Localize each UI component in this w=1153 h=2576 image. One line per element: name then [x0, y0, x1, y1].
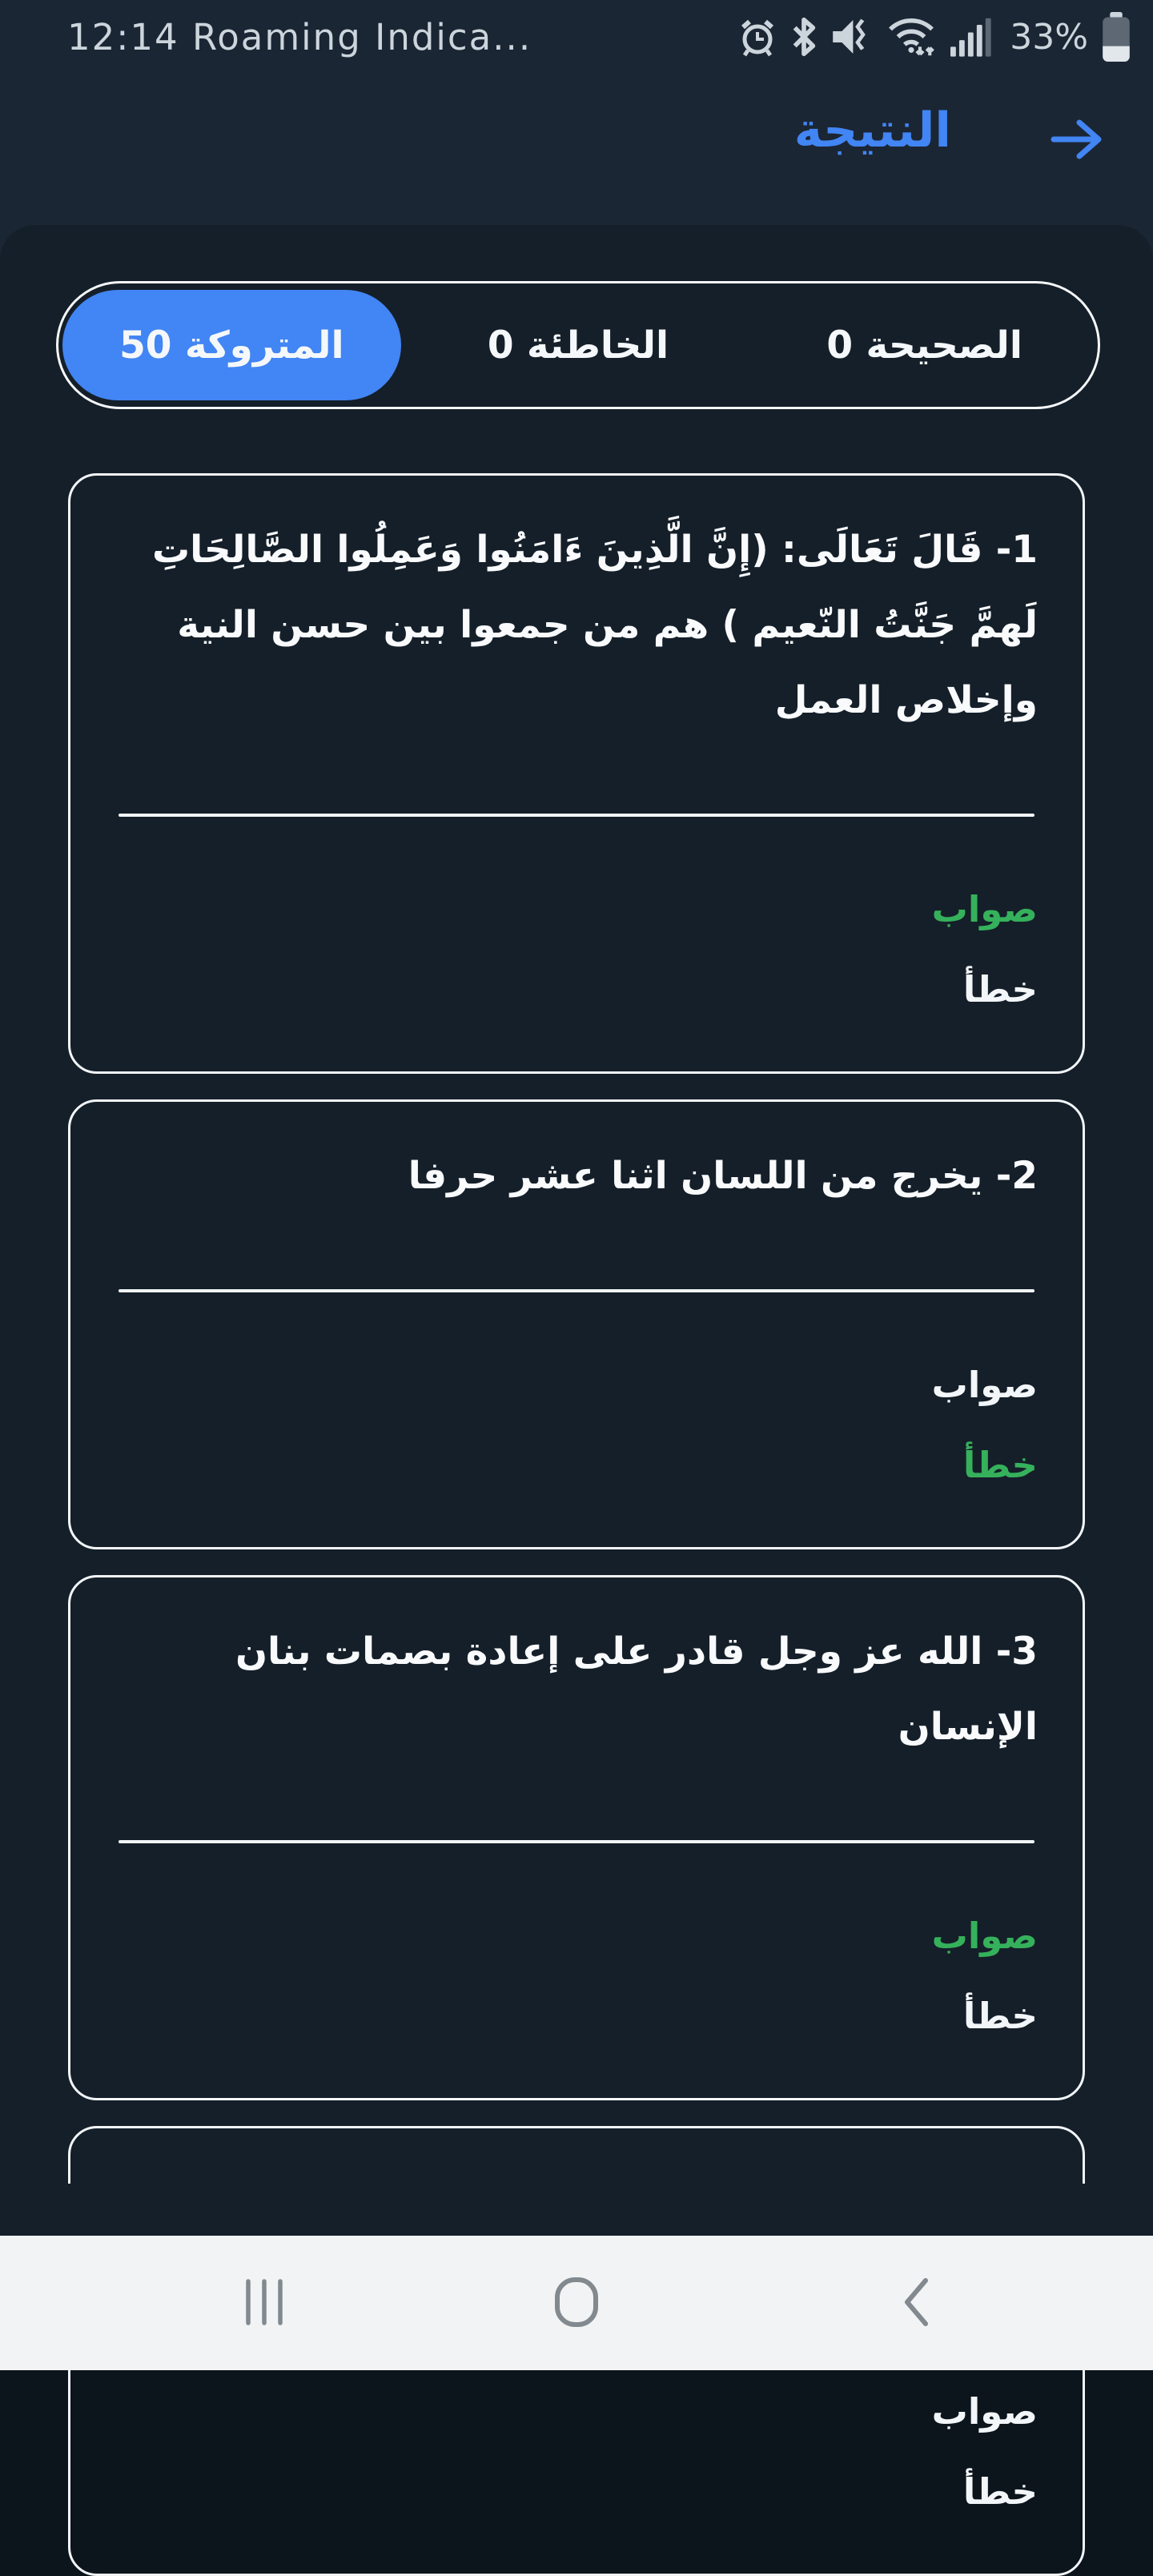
system-nav-bar [0, 2236, 1153, 2370]
status-bar [0, 0, 1153, 74]
status-time-carrier: 12:14 Roaming Indica... [67, 15, 532, 58]
option-true: صواب [931, 888, 1038, 930]
battery-icon [1100, 12, 1132, 62]
option-false: خطأ [962, 1444, 1038, 1486]
question-text: 2- يخرج من اللسان اثنا عشر حرفا [408, 1154, 1038, 1198]
tab-skipped[interactable]: المتروكة 50 [62, 290, 401, 400]
option-false: خطأ [962, 2470, 1038, 2513]
option-false: خطأ [962, 968, 1038, 1011]
tab-correct[interactable]: الصحيحة 0 [826, 323, 1022, 368]
alarm-icon [737, 16, 778, 58]
answer-blank-line [119, 814, 1034, 817]
mute-vibrate-icon [830, 16, 874, 58]
question-text: 1- قَالَ تَعَالَى: (إِنَّ الَّذِينَ ءَامَنُوا وَعَمِلُوا الصَّالِحَاتِ لَهمَّ جَنَّتُ النّعيم ) هم من جمعوا بين حسن النية وإخلاص العمل [151, 528, 1038, 722]
back-nav-button[interactable] [886, 2236, 946, 2370]
back-icon [902, 2277, 930, 2329]
bluetooth-icon [790, 16, 818, 58]
recents-button[interactable] [234, 2236, 295, 2370]
wifi-icon [886, 16, 936, 58]
page-title: النتيجة [793, 102, 951, 159]
home-button[interactable] [546, 2236, 607, 2370]
question-card-2 [68, 1099, 1085, 1549]
status-icons [737, 12, 1132, 62]
option-true: صواب [931, 2390, 1038, 2433]
option-true: صواب [931, 1915, 1038, 1957]
battery-percent: 33% [1010, 16, 1088, 58]
question-card-1 [68, 473, 1085, 1074]
results-sheet [0, 225, 1153, 2513]
arrow-right-icon [1051, 152, 1103, 164]
option-false: خطأ [962, 1995, 1038, 2037]
result-tabs [56, 281, 1100, 409]
answer-blank-line [119, 1840, 1034, 1843]
home-icon [553, 2277, 600, 2330]
recents-icon [241, 2279, 287, 2328]
question-text: 3- الله عز وجل قادر على إعادة بصمات بنان الإنسان [235, 1630, 1038, 1749]
question-card-3 [68, 1575, 1085, 2100]
option-true: صواب [931, 1364, 1038, 1406]
back-button[interactable] [1051, 117, 1103, 162]
signal-strength-icon [948, 16, 994, 58]
answer-blank-line [119, 1289, 1034, 1292]
list-clip-cover [0, 2184, 1153, 2236]
tab-wrong[interactable]: الخاطئة 0 [487, 323, 669, 368]
